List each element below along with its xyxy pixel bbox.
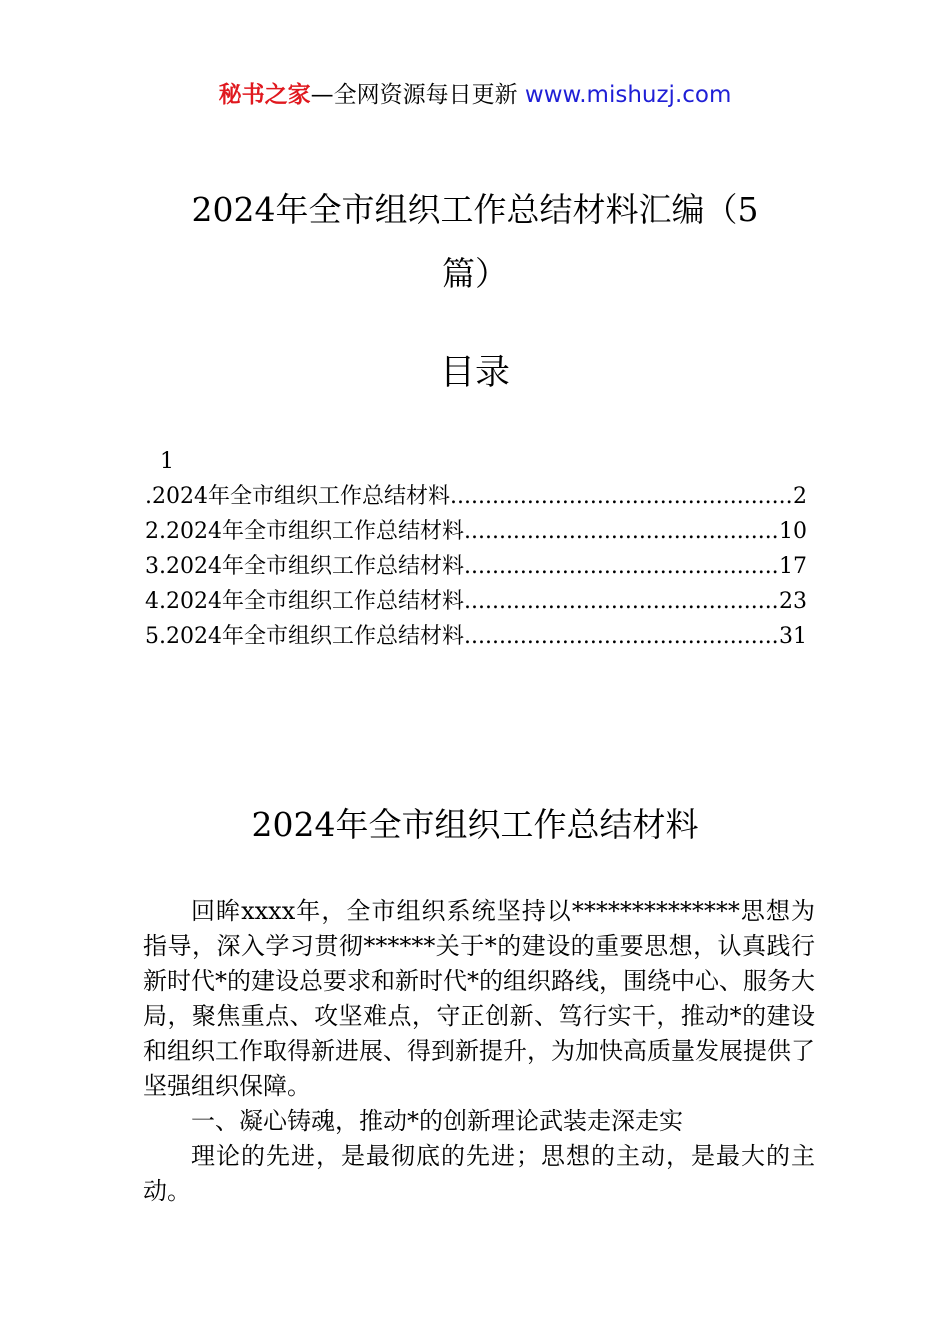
toc-leader-dots: [464, 619, 779, 654]
article-title: 2024年全市组织工作总结材料: [251, 805, 699, 844]
toc-entry-3[interactable]: [145, 549, 807, 584]
toc-entry-page: 10: [779, 519, 807, 544]
toc-entry-label: .2024年全市组织工作总结材料: [145, 484, 450, 509]
toc-first-number: 1: [160, 449, 174, 474]
toc-leader-dots: [464, 584, 779, 619]
site-brand: 秘书之家: [218, 82, 311, 108]
section-heading: 一、凝心铸魂，推动*的创新理论武装走深走实: [191, 1107, 683, 1135]
table-of-contents: [145, 444, 807, 654]
body-paragraph: 回眸xxxx年，全市组织系统坚持以**************思想为指导，深入学习贯彻******关于*的建设的重要思想，认真践行新时代*的建设总要求和新时代*的组织路线，围绕中心、服务大局，聚焦重点、攻坚难点，守正创新、笃行实干，推动*的建设和组织工作取得新进展、得到新提升，为加快高质量发展提供了坚强组织保障。: [143, 897, 815, 1100]
toc-leader-dots: [464, 514, 779, 549]
toc-entry-page: 2: [793, 484, 807, 509]
toc-entry-label: 5.2024年全市组织工作总结材料: [145, 624, 464, 649]
toc-entry-label: 3.2024年全市组织工作总结材料: [145, 554, 464, 579]
body-paragraph: 理论的先进，是最彻底的先进；思想的主动，是最大的主动。: [143, 1142, 815, 1205]
toc-leader-dots: [464, 549, 779, 584]
document-title: 2024年全市组织工作总结材料汇编（5篇）: [191, 190, 759, 293]
toc-entry-label: 2.2024年全市组织工作总结材料: [145, 519, 464, 544]
site-slogan: —全网资源每日更新: [310, 82, 525, 108]
toc-entry-page: 31: [779, 624, 807, 649]
site-header: [0, 78, 950, 112]
article-body: [143, 894, 815, 1209]
toc-leader-dots: [450, 479, 793, 514]
toc-entry-5[interactable]: [145, 619, 807, 654]
toc-entry-label: 4.2024年全市组织工作总结材料: [145, 589, 464, 614]
toc-entry-4[interactable]: [145, 584, 807, 619]
site-url-link[interactable]: www.mishuzj.com: [524, 82, 732, 108]
toc-entry-1[interactable]: [145, 479, 807, 514]
toc-entry-page: 17: [779, 554, 807, 579]
toc-heading: 目录: [439, 353, 510, 393]
toc-entry-2[interactable]: [145, 514, 807, 549]
toc-entry-page: 23: [779, 589, 807, 614]
